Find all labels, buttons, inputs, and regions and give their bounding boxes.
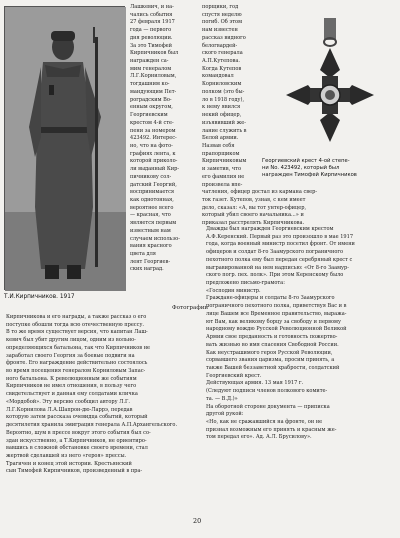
text-line: порщики, год (202, 4, 239, 10)
text-line: которой приколо- (130, 158, 178, 165)
text-line: Дважды был награжден Георгиевским крестом (206, 226, 334, 232)
text-line: свидетельствует и данная ему солдатами кличка (6, 391, 138, 398)
text-line: мандующим Пет- (130, 88, 177, 95)
text-line: но, что на фото- (130, 142, 173, 149)
text-line: графиях лента, к (130, 150, 176, 157)
text-line: та. — В.Д.)» (206, 395, 238, 402)
text-line: вероятнее всего (130, 204, 174, 211)
text-line: Кирпичников не имел отношения, в пользу чего (6, 383, 137, 390)
text-line: роградским Во- (130, 96, 172, 103)
text-line: ского генерала (202, 50, 243, 57)
text-line: другой рукой: (206, 411, 244, 418)
text-line: Георгиевский крест. (206, 372, 262, 379)
text-line: его фамилия не (202, 173, 245, 180)
text-line: является первым (130, 220, 177, 227)
text-line: которую затем рассказа очевидца событий, который (6, 414, 148, 421)
text-line: заработал своего Георгия за боевые подвиги на (6, 352, 135, 359)
text-line: датский Георгий, (130, 181, 177, 188)
text-line: крестом 4-й сте- (130, 119, 174, 126)
soldier-figure (5, 7, 126, 291)
text-line: здан искусственно, а Т.Кирпичников, не ориентиро- (6, 437, 147, 444)
page-number: 20 (193, 517, 202, 525)
text-line: поступке обошли тогда всю отечественную прессу. (6, 321, 145, 328)
text-line: как однотонная, (130, 196, 174, 203)
text-line: случаем использо- (130, 235, 180, 242)
text-line: А.П.Кутепова. (202, 58, 240, 65)
text-line: фронте. Его награждение действительно состоялось (6, 360, 148, 367)
text-line: жертвой сделавшей из него «героя» прессы. (6, 452, 127, 459)
text-line: «Но, как не сражавшийся на фронте, он не (206, 418, 323, 425)
text-line: ло в 1918 году), (202, 96, 245, 103)
text-line: известным нам (130, 227, 171, 234)
text-line: ских наград. (130, 266, 164, 273)
text-line: сорвавшего звания царизма, просим принять, а (206, 357, 335, 364)
text-line: определяющихся батальона, так что Кирпичников не (6, 344, 151, 351)
text-line: ют Вам, как великому борцу за свободу и первому (206, 318, 341, 325)
text-line: пени за номером (130, 127, 176, 134)
text-line: лание служить в (202, 127, 247, 134)
text-line: 27 февраля 1917 (130, 19, 175, 26)
text-line: том передал его». Ад. А.Л. Брусилову». (206, 434, 312, 441)
text-line: вавшись в сложной обстановке своего времени, стал (6, 445, 148, 452)
caption-line: Георгиевский крест 4-ой степе- (262, 158, 350, 164)
text-line: Как неустрашимого героя Русской Революции, (206, 349, 333, 356)
cross-caption (262, 158, 396, 180)
text-line: В то же время существует версия, что капитан Лаш- (6, 329, 148, 336)
text-line: кевич был убит другим лицом, одним из вольно- (6, 337, 136, 344)
text-line: Георгиевским (130, 112, 168, 119)
text-line: — красная, что (130, 212, 171, 219)
text-line: Лашкевич, и на- (130, 4, 174, 10)
text-line: Кирпичниковым (202, 158, 247, 165)
text-line: вания красного (130, 243, 172, 250)
text-line: спустя неделю (202, 11, 242, 18)
text-line: года, когда военный министр посетил фронт. От имени (206, 241, 355, 248)
photo-caption: Т.И.Кирпичников. 1917 (4, 294, 75, 300)
text-line: признал возможным его принять и красным же- (206, 426, 337, 433)
text-line: ли выданный Кир- (130, 166, 180, 173)
text-line: А.Ф.Керенский. Первый раз это произошло в мае 1917 (206, 233, 354, 240)
text-line: На оборотной стороне документа — приписка (206, 403, 330, 410)
text-line: вать жизнью во имя спасения Свободной России. (206, 341, 339, 348)
text-line: к нему явился (202, 104, 241, 111)
text-line: предложено письмо-грамота: (206, 280, 285, 287)
caption-line: ни No. 423492, который был (262, 165, 340, 172)
text-line: пехотного полка ему был передан серебряный крест с (206, 256, 353, 263)
text-line: Кирпичникова и его награды, а также рассказ о его (6, 314, 147, 320)
text-line: дело, сказал: «А, вы тот унтер-офицер, (202, 204, 307, 211)
text-line: пичникову сол- (130, 173, 172, 180)
text-line: Армии свое преданность и готовность пожертво- (206, 334, 338, 341)
text-line: некий офицер, (202, 112, 242, 119)
text-line: во время посещения генералом Корниловым Запас- (6, 368, 146, 375)
text-line: 423492. Интерес- (130, 135, 177, 142)
text-line: Когда Кутепов (202, 65, 242, 72)
text-line: Корниловским (202, 81, 242, 88)
text-line: мим генералом (130, 65, 172, 72)
text-line: Действующая армия. 13 мая 1917 г. (206, 380, 304, 387)
text-column-d (6, 314, 200, 476)
text-line: тогдашним ко- (130, 81, 170, 88)
text-line: Трагичен и конец этой истории. Крестьянский (6, 460, 132, 467)
text-line: изъявивший же- (202, 119, 246, 126)
text-line: также Вашей беззаветной храбрости, солдатский (206, 364, 340, 371)
text-line: Л.Г.Корнилова Л.А.Шапрон-дю-Ларрэ, передав (6, 406, 133, 413)
text-line: рассказ видного (202, 34, 246, 41)
text-line: ного батальона. К революционным же событиям (6, 375, 137, 382)
text-line: сын Тимофей Кирпичников, произведенный в пра- (6, 468, 143, 475)
text-line: дня революции. (130, 34, 173, 41)
text-line: цвета для (130, 251, 156, 257)
soldier-photo (4, 6, 125, 290)
text-line: погиб. Об этом (202, 19, 243, 26)
text-line: приказал расстрелять Кирпичникова. (202, 220, 305, 227)
text-line: выгравированной на нем надписью: «От 8-го Заамур- (206, 264, 349, 271)
text-line: чались события (130, 11, 173, 18)
text-line: воспринимается (130, 189, 175, 196)
text-line: пограничного пехотного полка, приветствуя Вас и в (206, 303, 347, 310)
text-line: награжден са- (130, 58, 169, 65)
text-line: произвела впе- (202, 181, 243, 188)
text-line: «Мордобой». Эту версию сообщил автору Л.Г. (6, 398, 130, 405)
text-column-a (130, 4, 198, 274)
text-line: чатления, офицер достал из кармана свер- (202, 189, 318, 196)
text-line: ток газет. Кутепов, узнав, с кем имеет (202, 196, 306, 203)
text-line: года — первого (130, 27, 172, 34)
text-line: лент Георгиев- (130, 258, 171, 265)
text-line: десятилетия хранила эмиграция генерала А.П.Архангельского. (6, 422, 178, 429)
section-subheading: Фотографии (172, 305, 209, 311)
text-line: За это Тимофей (130, 42, 173, 49)
text-line: прапорщиком (202, 150, 240, 157)
text-line: нам известен (202, 27, 238, 34)
text-line: лице Вашем все Временное правительство, выража- (206, 310, 347, 317)
text-line: «Господин министр. (206, 287, 261, 294)
text-line: офицеров и солдат 8-го Заамурского пограничного (206, 249, 344, 256)
text-line: Гражданe-офицеры и солдаты 8-го Заамурского (206, 295, 335, 302)
text-line: ского погр. пех. полк». При этом Керенскому было (206, 272, 344, 279)
text-line: Белой армии. (202, 135, 239, 142)
text-line: Кирпичников был (130, 50, 179, 57)
text-line: Вероятно, шум в прессе вокруг этого события был со- (6, 429, 151, 436)
text-line: полком (это бы- (202, 88, 245, 95)
text-line: народному вождю Русской Революционной Великой (206, 326, 347, 333)
caption-line: награжден Тимофей Кирпичников (262, 172, 357, 179)
text-line: и заметив, что (202, 166, 242, 173)
text-line: (Следуют подписи членов полкового комите- (206, 388, 328, 395)
text-column-c (206, 226, 396, 442)
text-line: Л.Г.Корниловым, (130, 73, 177, 80)
text-line: Назвав себя (202, 142, 235, 149)
text-line: енным округом, (130, 104, 173, 111)
text-line: который убил своего начальника...» и (202, 212, 304, 219)
st-george-cross-image (272, 18, 388, 154)
text-line: командовал (202, 73, 234, 80)
text-line: белогвардей- (202, 42, 238, 49)
